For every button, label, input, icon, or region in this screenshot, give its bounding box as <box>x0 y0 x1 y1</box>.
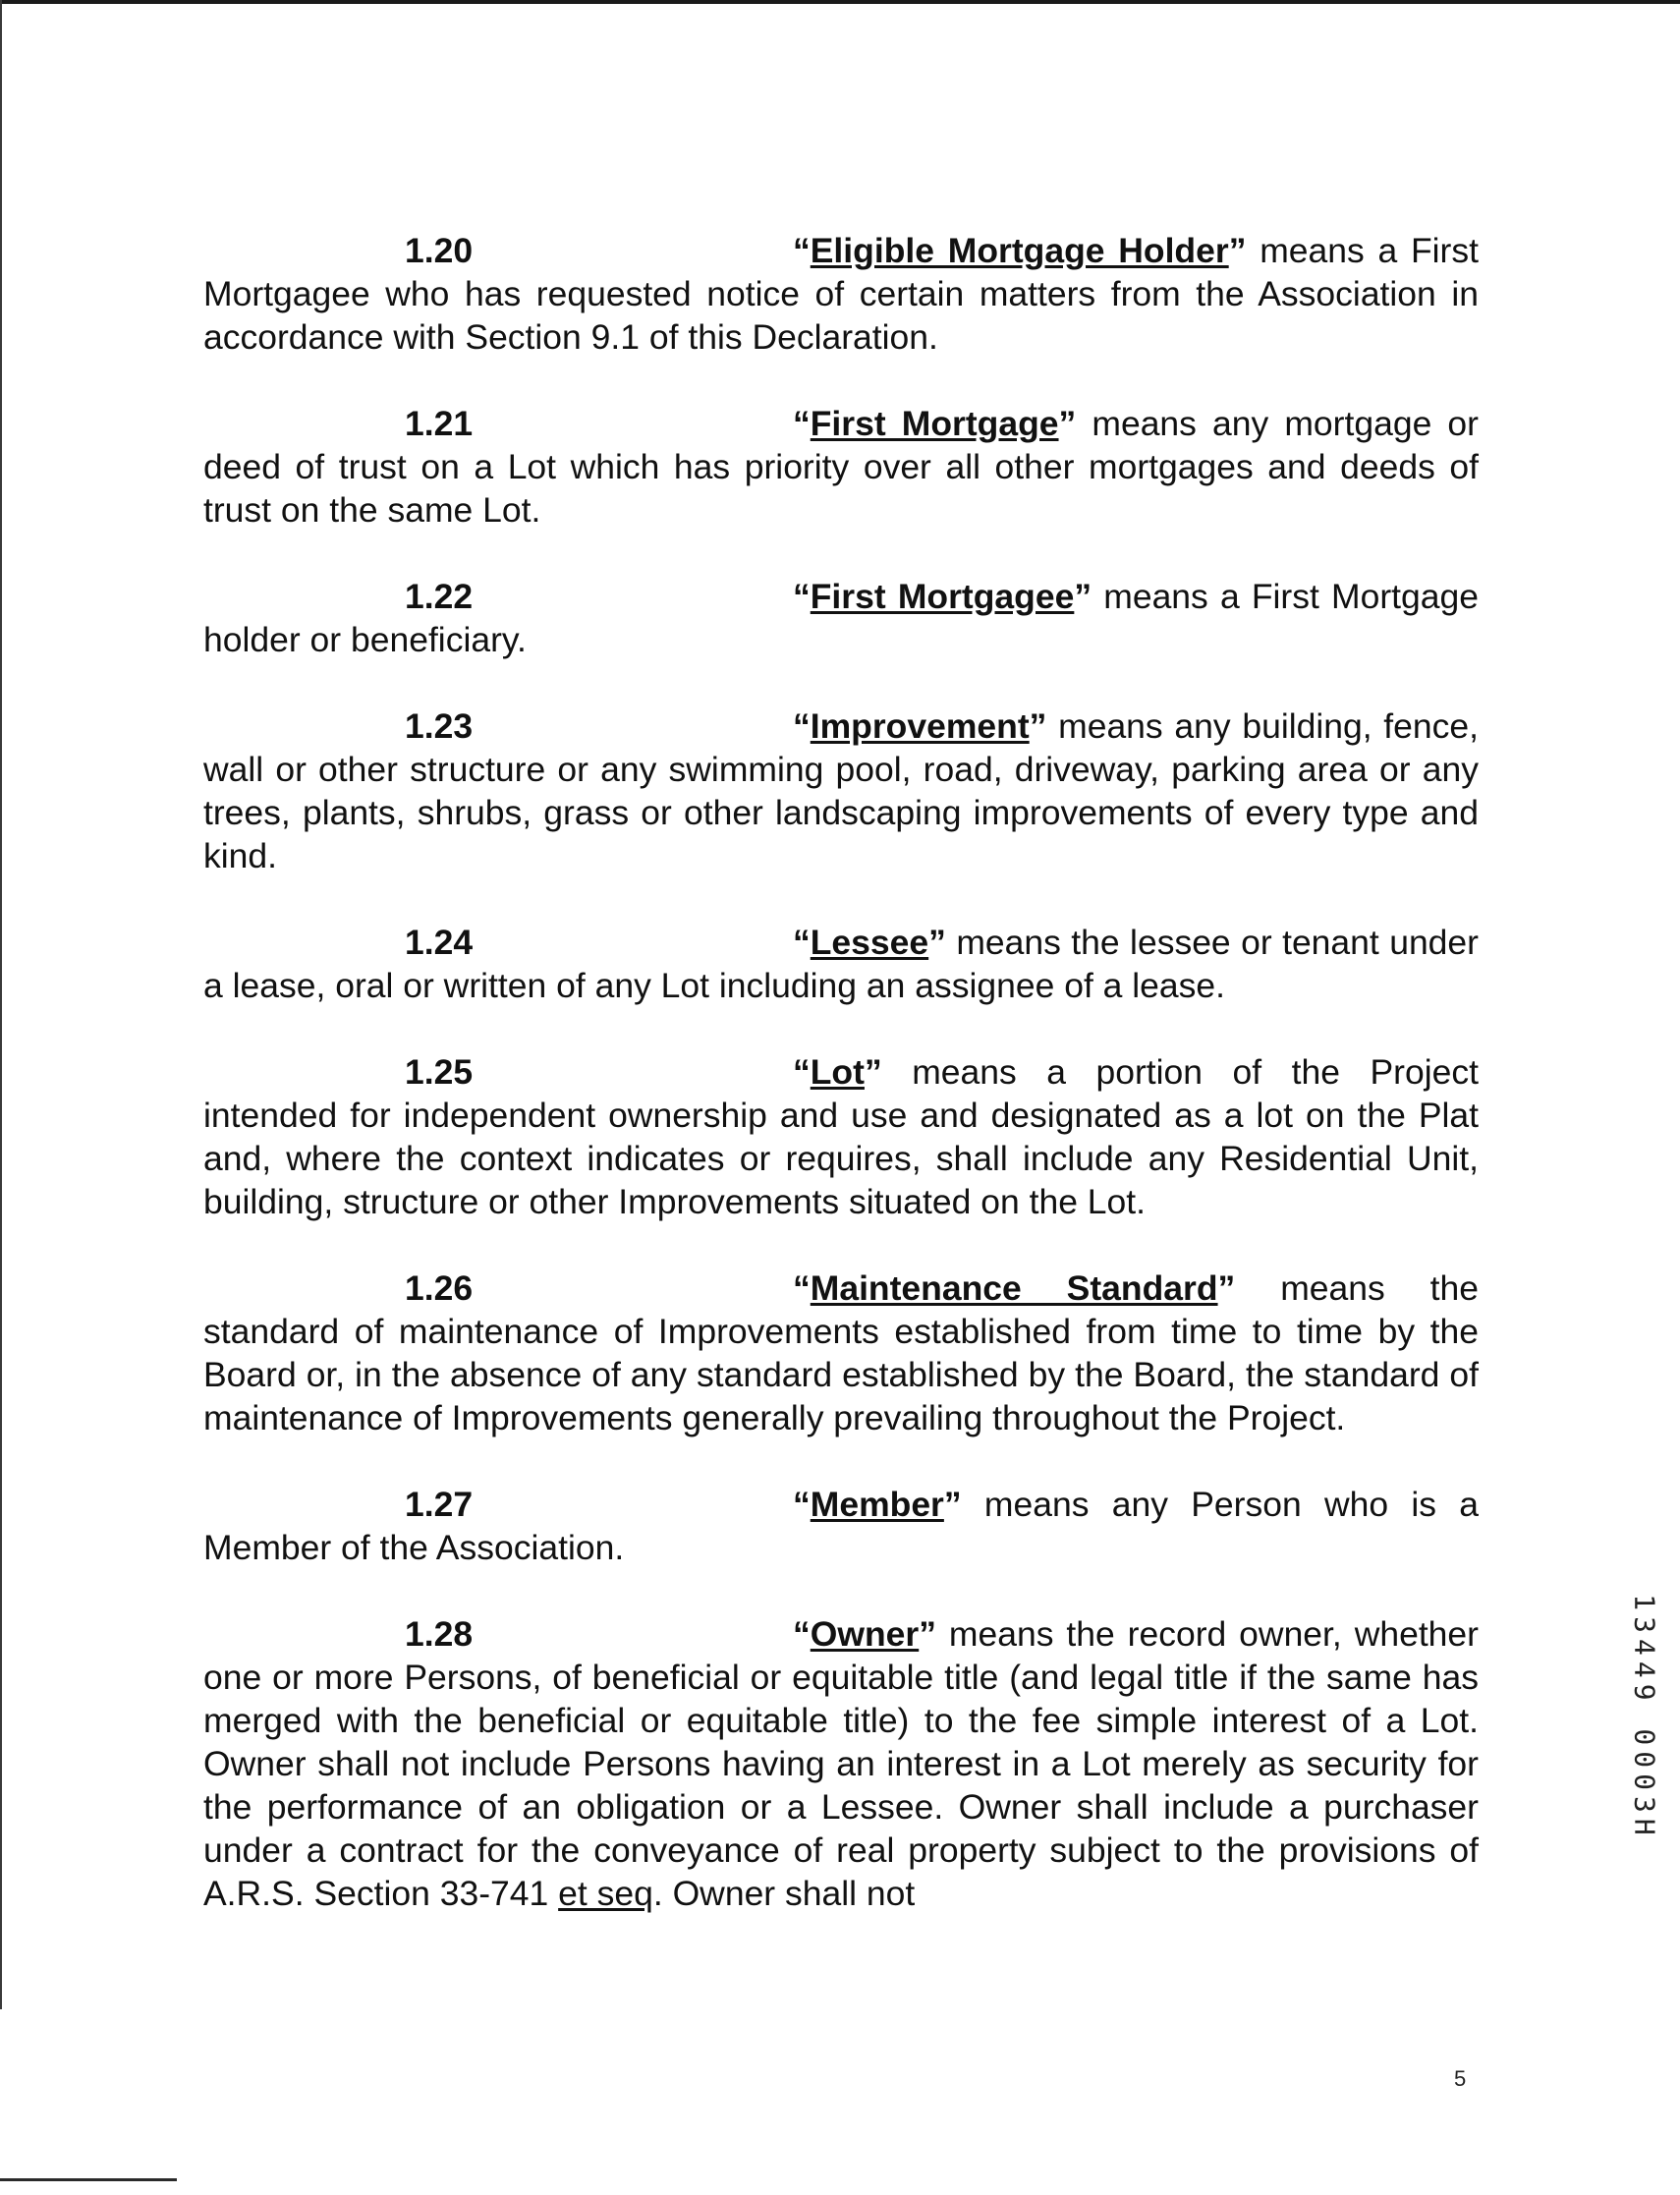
definition-1-24: 1.24 “Lessee” means the lessee or tenant under a lease, oral or written of any Lot including an assignee of a lease. <box>203 923 1479 1005</box>
definition-text-continued: . Owner shall not <box>652 1874 916 1913</box>
scan-top-edge <box>0 0 1680 4</box>
definition-text: means any Person who is a Member of the Association. <box>203 1485 1479 1567</box>
section-number: 1.26 <box>405 1268 474 1308</box>
definition-text: means a portion of the Project intended for independent ownership and use and designated as a lot on the Plat and, where the context indicates or requires, shall include any Residential Unit, building, structure or other Improvements situated on the Lot. <box>203 1052 1479 1221</box>
definition-1-25: 1.25 “Lot” means a portion of the Project intended for independent ownership and use and designated as a lot on the Plat and, where the context indicates or requires, shall include any Residential Unit, building, structure or other Improvements situated on the Lot. <box>203 1052 1479 1221</box>
scan-bottom-mark <box>0 2178 177 2181</box>
recording-id-stamp: 13449 0003H <box>1628 1594 1661 1841</box>
defined-term: First Mortgagee <box>810 577 1075 616</box>
definition-1-20: 1.20 “Eligible Mortgage Holder” means a First Mortgagee who has requested notice of certain matters from the Association in accordance with Section 9.1 of this Declaration. <box>203 231 1479 357</box>
defined-term: Lessee <box>810 923 929 962</box>
definition-text: means the lessee or tenant under a lease, oral or written of any Lot including an assignee of a lease. <box>203 923 1479 1005</box>
defined-term: Improvement <box>810 706 1030 746</box>
citation-et-seq: et seq <box>558 1874 653 1913</box>
section-number: 1.25 <box>405 1052 474 1092</box>
definition-1-27: 1.27 “Member” means any Person who is a Member of the Association. <box>203 1485 1479 1567</box>
definition-1-23: 1.23 “Improvement” means any building, fence, wall or other structure or any swimming pool, road, driveway, parking area or any trees, plants, shrubs, grass or other landscaping improvements of every type and kind. <box>203 706 1479 875</box>
defined-term: Eligible Mortgage Holder <box>810 231 1229 270</box>
definition-1-28: 1.28 “Owner” means the record owner, whether one or more Persons, of beneficial or equitable title (and legal title if the same has merged with the beneficial or equitable title) to the fee simple interest of a Lot. Owner shall not include Persons having an interest in a Lot merely as security for the performance of an obligation or a Lessee. Owner shall include a purchaser under a contract for the conveyance of real property subject to the provisions of A.R.S. Section 33-741 et seq. Owner shall not <box>203 1614 1479 1913</box>
page-number: 5 <box>1454 2066 1467 2091</box>
section-number: 1.22 <box>405 577 474 616</box>
definition-1-21: 1.21 “First Mortgage” means any mortgage or deed of trust on a Lot which has priority over all other mortgages and deeds of trust on the same Lot. <box>203 404 1479 530</box>
definition-text: means the record owner, whether one or more Persons, of beneficial or equitable title (and legal title if the same has merged with the beneficial or equitable title) to the fee simple interest of a Lot. Owner shall not include Persons having an interest in a Lot merely as security for the performance of an obligation or a Lessee. Owner shall include a purchaser under a contract for the conveyance of real property subject to the provisions of A.R.S. Section 33-741 <box>203 1614 1479 1913</box>
definition-text: means any building, fence, wall or other structure or any swimming pool, road, driveway, parking area or any trees, plants, shrubs, grass or other landscaping improvements of every type and kind. <box>203 706 1479 875</box>
document-body <box>203 229 1479 1915</box>
section-number: 1.27 <box>405 1485 474 1524</box>
section-number: 1.21 <box>405 404 474 443</box>
section-number: 1.23 <box>405 706 474 746</box>
definition-text: means the standard of maintenance of Improvements established from time to time by the Board or, in the absence of any standard established by the Board, the standard of maintenance of Improvements generally prevailing throughout the Project. <box>203 1268 1479 1437</box>
definition-1-26: 1.26 “Maintenance Standard” means the standard of maintenance of Improvements established from time to time by the Board or, in the absence of any standard established by the Board, the standard of maintenance of Improvements generally prevailing throughout the Project. <box>203 1268 1479 1437</box>
defined-term: Lot <box>810 1052 865 1092</box>
defined-term: Maintenance Standard <box>810 1268 1218 1308</box>
defined-term: Member <box>810 1485 944 1524</box>
section-number: 1.28 <box>405 1614 474 1654</box>
definition-1-22: 1.22 “First Mortgagee” means a First Mortgage holder or beneficiary. <box>203 577 1479 659</box>
section-number: 1.20 <box>405 231 474 270</box>
scan-left-edge <box>0 0 2 2009</box>
definition-text: means a First Mortgagee who has requested notice of certain matters from the Association in accordance with Section 9.1 of this Declaration. <box>203 231 1479 357</box>
defined-term: First Mortgage <box>810 404 1059 443</box>
defined-term: Owner <box>810 1614 920 1654</box>
definition-text: means any mortgage or deed of trust on a Lot which has priority over all other mortgages and deeds of trust on the same Lot. <box>203 404 1479 530</box>
section-number: 1.24 <box>405 923 474 962</box>
definition-text: means a First Mortgage holder or beneficiary. <box>203 577 1479 659</box>
